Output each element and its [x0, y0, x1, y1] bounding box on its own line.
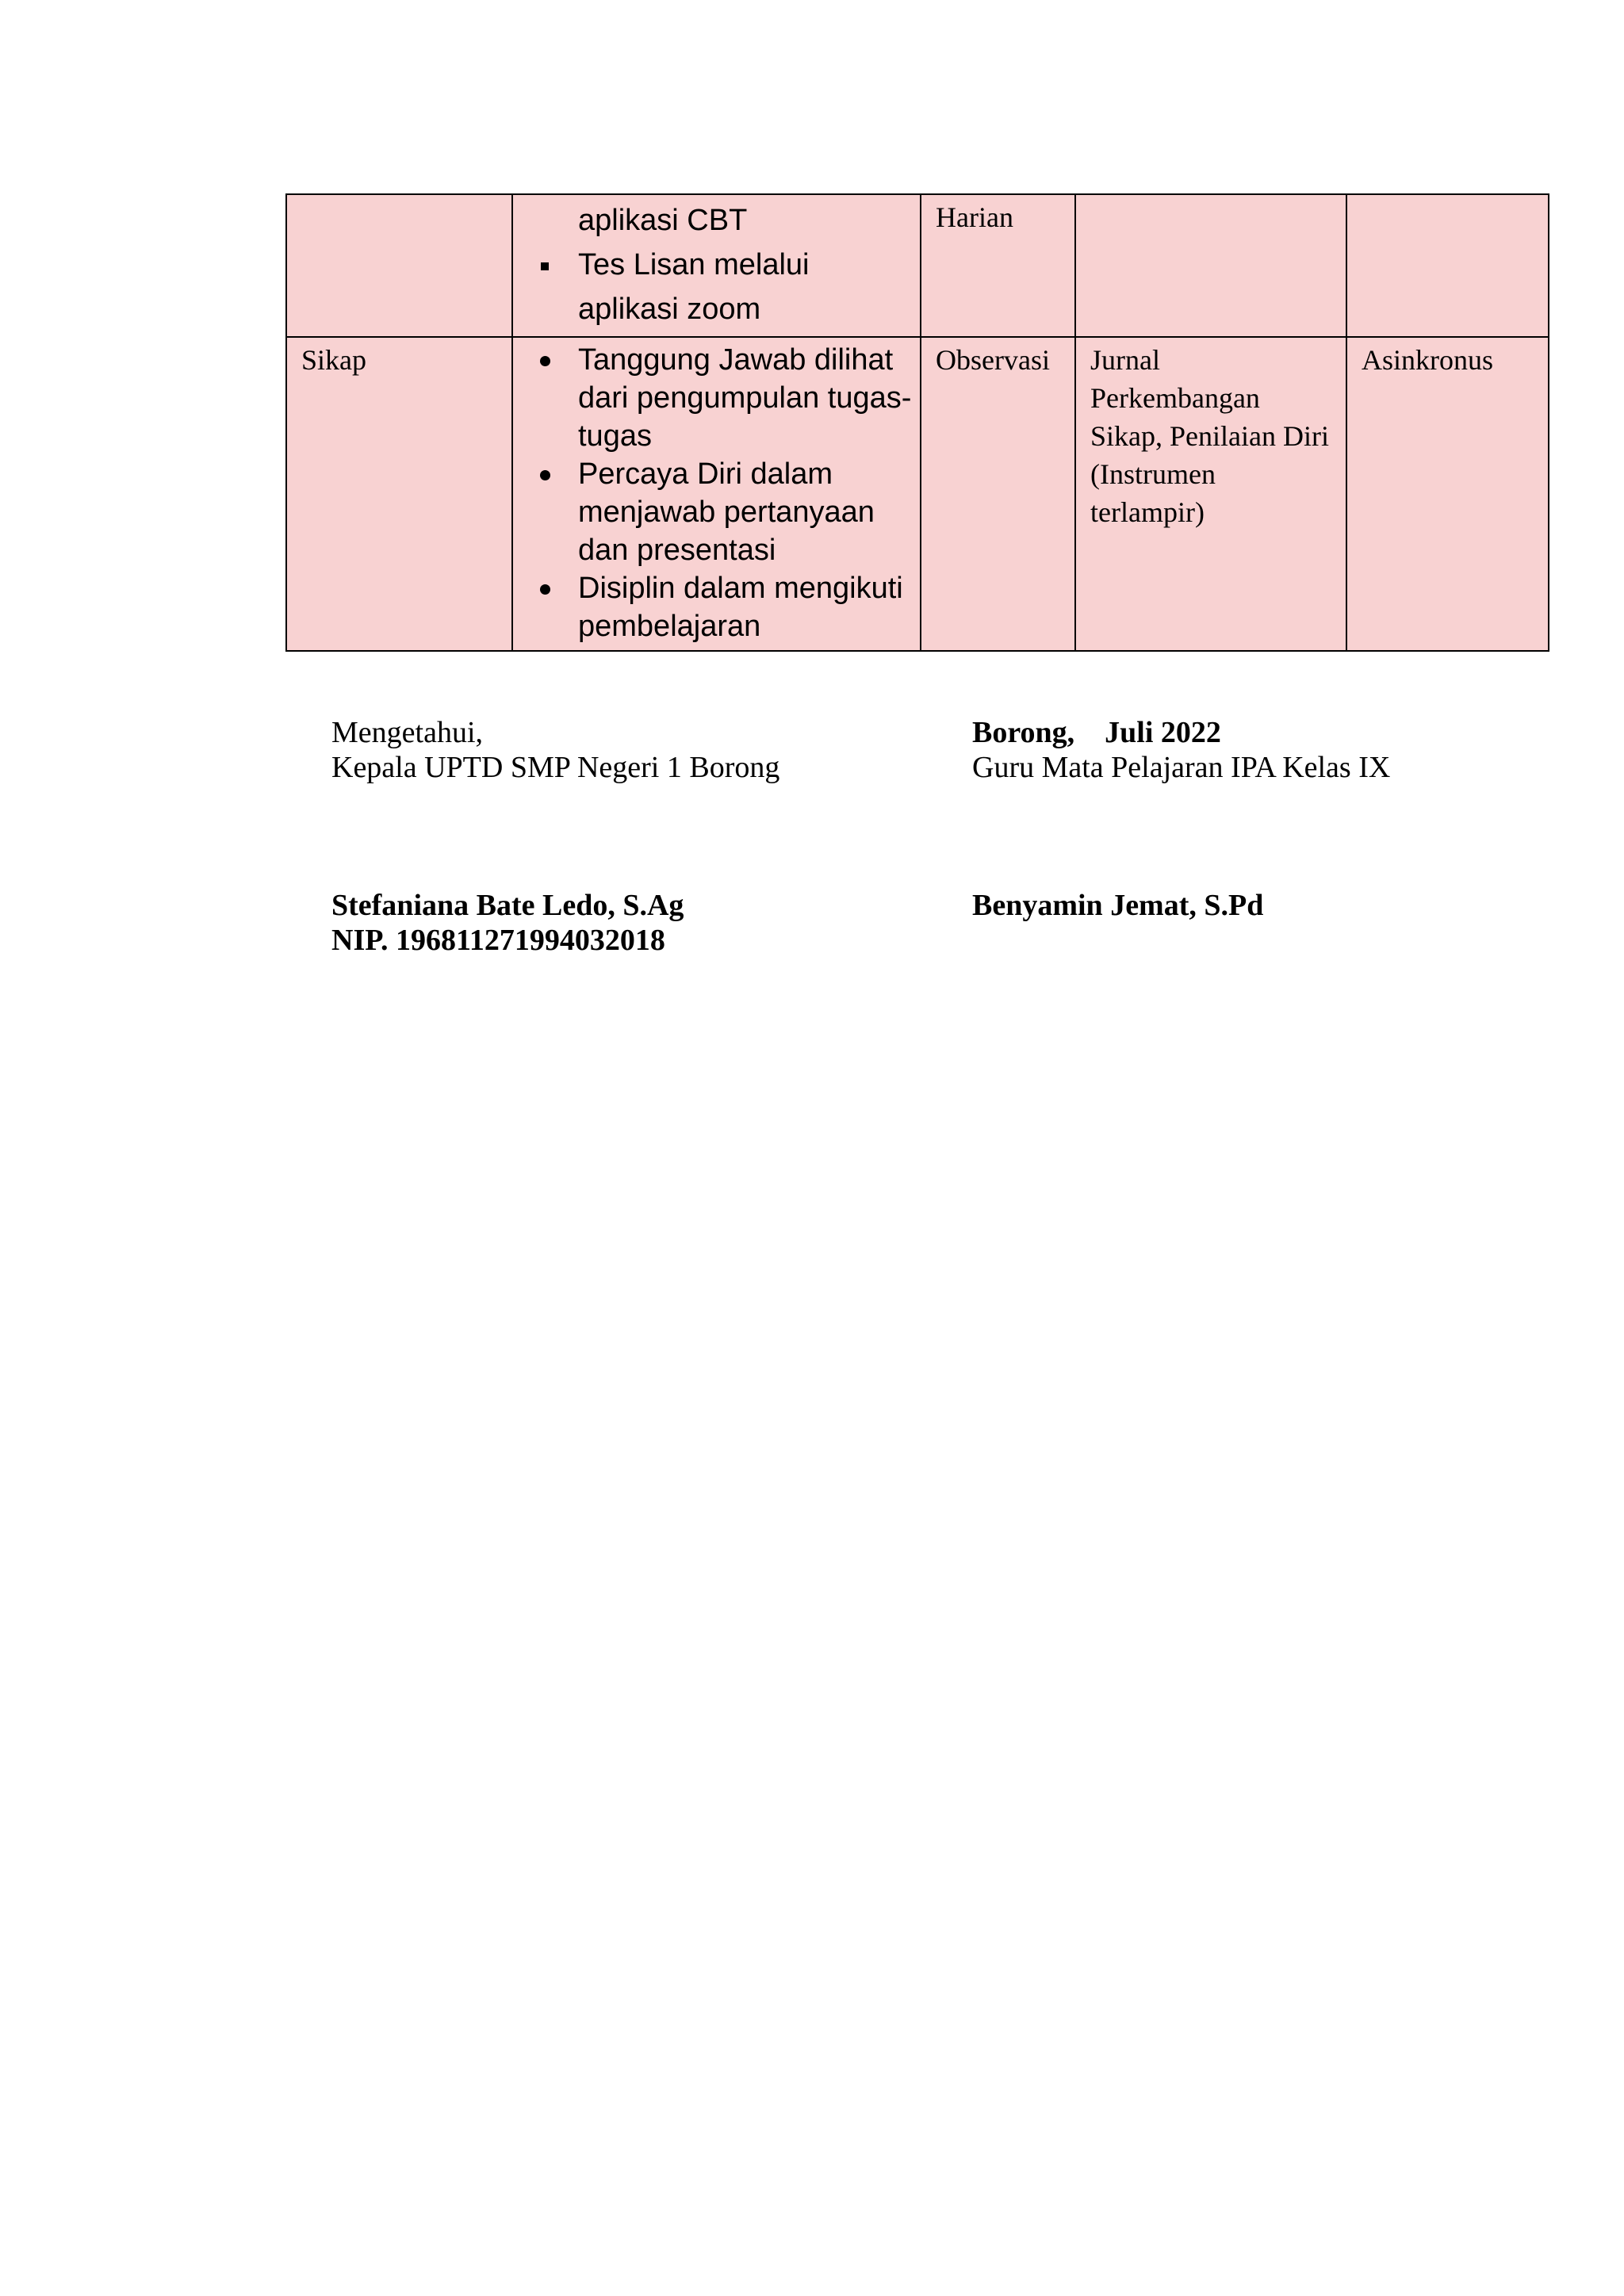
signature-block-right	[972, 715, 1390, 923]
instrument-cell	[1075, 194, 1346, 337]
teacher-name: Benyamin Jemat, S.Pd	[972, 889, 1264, 922]
list-item: aplikasi zoom	[578, 293, 761, 326]
principal-name: Stefaniana Bate Ledo, S.Ag	[331, 889, 684, 922]
principal-nip: NIP. 196811271994032018	[331, 924, 665, 957]
aspect-cell	[286, 194, 512, 337]
table-row	[286, 337, 1549, 651]
aspect-cell: Sikap	[286, 337, 512, 651]
method-cell: Harian	[921, 194, 1075, 337]
list-item: Tes Lisan melalui	[513, 243, 912, 287]
method-cell: Observasi	[921, 337, 1075, 651]
assessment-table	[285, 193, 1549, 652]
square-bullet-icon	[529, 243, 561, 287]
acknowledgement-label: Mengetahui,	[331, 716, 484, 749]
place-date: Borong, Juli 2022	[972, 716, 1221, 749]
mode-cell	[1346, 194, 1549, 337]
dot-bullet-icon	[529, 341, 561, 379]
technique-cell	[512, 337, 921, 651]
list-item: aplikasi CBT	[578, 204, 748, 237]
mode-cell: Asinkronus	[1346, 337, 1549, 651]
list-item: Disiplin dalam mengikuti pembelajaran	[513, 569, 912, 645]
list-item: Percaya Diri dalam menjawab pertanyaan dan presentasi	[513, 455, 912, 569]
teacher-title: Guru Mata Pelajaran IPA Kelas IX	[972, 751, 1391, 784]
table-row	[286, 194, 1549, 337]
list-item: Tanggung Jawab dilihat dari pengumpulan tugas-tugas	[513, 341, 912, 455]
principal-title: Kepala UPTD SMP Negeri 1 Borong	[331, 751, 780, 784]
dot-bullet-icon	[529, 569, 561, 607]
instrument-cell: Jurnal Perkembangan Sikap, Penilaian Diri (Instrumen terlampir)	[1075, 337, 1346, 651]
signature-block-left	[331, 715, 779, 958]
dot-bullet-icon	[529, 455, 561, 493]
technique-cell	[512, 194, 921, 337]
